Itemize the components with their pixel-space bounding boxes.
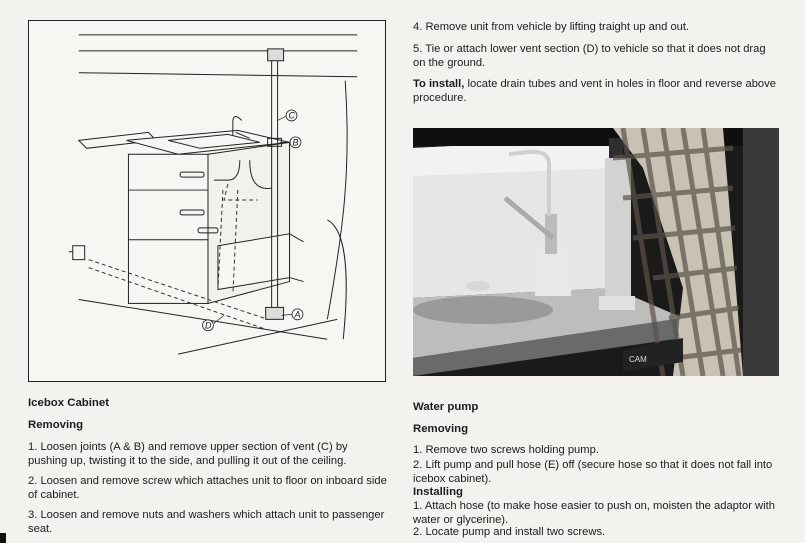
pump-remove-step-2: 2. Lift pump and pull hose (E) off (secure hose so that it does not fall into icebox cabinet). [413, 459, 773, 485]
pump-install-step-1: 1. Attach hose (to make hose easier to push on, moisten the adaptor with water or glycerine). [413, 500, 775, 526]
water-pump-installing-title: Installing [413, 486, 463, 498]
water-pump-photo [413, 128, 779, 376]
icebox-step-2: 2. Loosen and remove screw which attaches unit to floor on inboard side of cabinet. [28, 475, 387, 501]
step-tie-vent: 5. Tie or attach lower vent section (D) to vehicle so that it does not drag on the ground. [413, 43, 766, 69]
label-b: B [292, 137, 299, 148]
step-remove-unit: 4. Remove unit from vehicle by lifting traight up and out. [413, 21, 690, 33]
pump-remove-step-1: 1. Remove two screws holding pump. [413, 444, 599, 456]
page-edge-mark [0, 533, 6, 543]
pump-install-step-2: 2. Locate pump and install two screws. [413, 526, 606, 538]
water-pump-title: Water pump [413, 401, 479, 413]
icebox-removing-title: Removing [28, 419, 84, 431]
label-d: D [205, 320, 212, 331]
icebox-step-1: 1. Loosen joints (A & B) and remove upper section of vent (C) by pushing up, twisting it to the side, and pulling it out of the ceiling. [28, 441, 348, 467]
icebox-cabinet-title: Icebox Cabinet [28, 397, 110, 409]
install-paragraph [413, 77, 781, 105]
icebox-step-3: 3. Loosen and remove nuts and washers which attach unit to passenger seat. [28, 509, 385, 535]
label-a: A [294, 309, 301, 320]
water-pump-removing-title: Removing [413, 423, 469, 435]
label-c: C [288, 110, 296, 121]
install-rest: locate drain tubes and vent in holes in floor and reverse above procedure. [413, 78, 776, 104]
photo-cabinet-text: CAM [629, 355, 647, 364]
cabinet-line-drawing [29, 21, 385, 381]
icebox-cabinet-diagram [28, 20, 386, 382]
install-lead: To install, [413, 78, 465, 90]
pump-photo-drawing [413, 128, 779, 376]
